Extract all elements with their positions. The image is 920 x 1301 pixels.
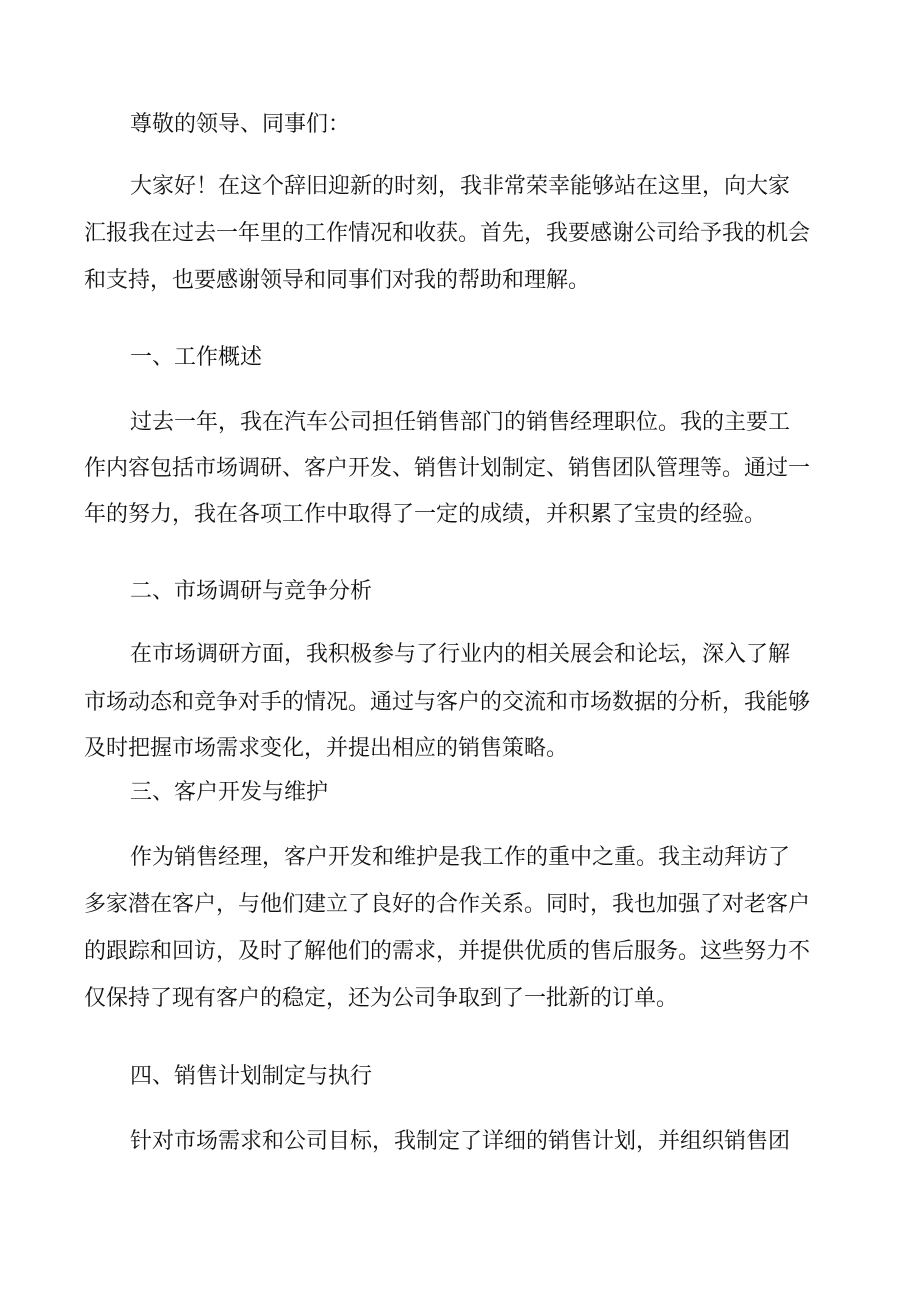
section3-line-3: 的跟踪和回访，及时了解他们的需求，并提供优质的售后服务。这些努力不: [84, 939, 811, 964]
section4-line-1: 针对市场需求和公司目标，我制定了详细的销售计划，并组织销售团: [130, 1129, 791, 1154]
section2-line-1: 在市场调研方面，我积极参与了行业内的相关展会和论坛，深入了解: [130, 642, 791, 667]
section3-line-1: 作为销售经理，客户开发和维护是我工作的重中之重。我主动拜访了: [130, 845, 791, 870]
section1-line-3: 年的努力，我在各项工作中取得了一定的成绩，并积累了宝贵的经验。: [84, 502, 767, 527]
intro-line-2: 汇报我在过去一年里的工作情况和收获。首先，我要感谢公司给予我的机会: [84, 221, 811, 246]
section1-line-1: 过去一年，我在汽车公司担任销售部门的销售经理职位。我的主要工: [130, 410, 791, 435]
section2-line-2: 市场动态和竞争对手的情况。通过与客户的交流和市场数据的分析，我能够: [84, 690, 811, 715]
intro-line-1: 大家好！在这个辞旧迎新的时刻，我非常荣幸能够站在这里，向大家: [130, 174, 791, 199]
section3-line-4: 仅保持了现有客户的稳定，还为公司争取到了一批新的订单。: [84, 986, 679, 1011]
section3-heading: 三、客户开发与维护: [130, 780, 329, 805]
section3-line-2: 多家潜在客户，与他们建立了良好的合作关系。同时，我也加强了对老客户: [84, 892, 811, 917]
section2-line-3: 及时把握市场需求变化，并提出相应的销售策略。: [84, 736, 569, 761]
section1-line-2: 作内容包括市场调研、客户开发、销售计划制定、销售团队管理等。通过一: [84, 456, 811, 481]
section4-heading: 四、销售计划制定与执行: [130, 1064, 373, 1089]
section1-heading: 一、工作概述: [130, 345, 263, 370]
section2-heading: 二、市场调研与竞争分析: [130, 579, 373, 604]
salutation: 尊敬的领导、同事们：: [130, 112, 351, 137]
intro-line-3: 和支持，也要感谢领导和同事们对我的帮助和理解。: [84, 268, 591, 293]
